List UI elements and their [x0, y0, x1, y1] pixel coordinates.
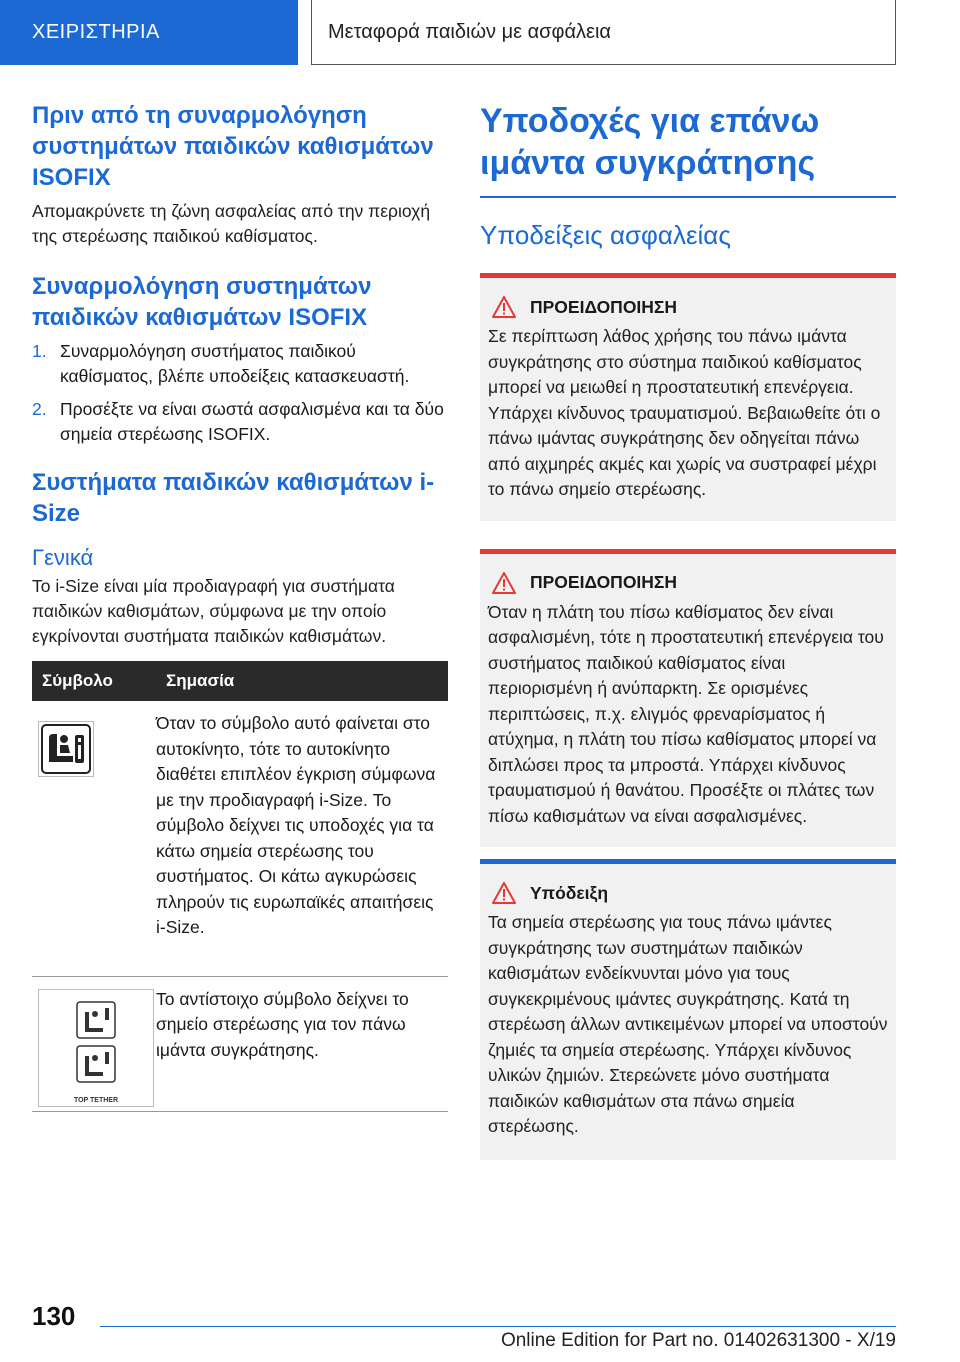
note-box [480, 859, 896, 1160]
safety-heading: Υποδείξεις ασφαλείας [480, 220, 731, 250]
section-label: ΧΕΙΡΙΣΤΗΡΙΑ [32, 21, 160, 43]
warning-label: ΠΡΟΕΙΔΟΠΟΙΗΣΗ [530, 296, 678, 317]
warning-triangle-icon [492, 572, 516, 594]
warning-triangle-icon [492, 296, 516, 318]
warning-title [488, 296, 888, 318]
page-number: 130 [32, 1301, 76, 1331]
note-title [488, 882, 888, 904]
warning-label: ΠΡΟΕΙΔΟΠΟΙΗΣΗ [530, 572, 678, 592]
row-meaning: Το αντίστοιχο σύμβολο δείχνει το σημείο στερέωσης για τον πάνω ιμάντα συγκράτησης. [156, 976, 448, 1111]
footer-rule [100, 1326, 896, 1327]
step-text: Προσέξτε να είναι σωστά ασφαλισμένα και τα δύο σημεία στερέωσης ISOFIX. [60, 399, 444, 444]
step-number: 2. [32, 399, 47, 419]
col-meaning: Σημασία [166, 671, 235, 690]
before-assembly-heading: Πριν από τη συναρμολόγηση συστημάτων παιδικών καθισμάτων ISOFIX [32, 102, 434, 191]
table-header [32, 661, 448, 701]
warning-box [480, 273, 896, 521]
section-tab[interactable] [0, 0, 298, 65]
assembly-heading: Συναρμολόγηση συστημάτων παιδικών καθισμάτων ISOFIX [32, 273, 372, 331]
chapter-label: Μεταφορά παιδιών με ασφάλεια [328, 20, 611, 43]
table-row [32, 701, 448, 976]
step-text: Συναρμολόγηση συστήματος παιδικού καθίσματος, βλέπε υποδείξεις κατασκευαστή. [60, 341, 410, 386]
step-item [32, 339, 448, 389]
warning-text: Όταν η πλάτη του πίσω καθίσματος δεν είναι ασφαλισμένη, τότε η προστατευτική επενέργεια του συστήματος παιδικού καθίσματος είναι περιορισμένη ή ανύπαρκτη. Σε ορισμένες περιπτώσεις, π.χ. ελιγμός φρεναρίσματος ή ατύχημα, η πλάτη του πίσω καθίσματος μπορεί να διπλώσει προς τα μπροστά. Υπάρχει κίνδυνος τραυματισμού ή θανάτου. Προσέξτε οι πλάτες των πίσω καθισμάτων να είναι ασφαλισμένες. [488, 601, 884, 826]
top-tether-label: TOP TETHER [73, 1096, 119, 1104]
isize-heading: Συστήματα παιδικών καθισμάτων i-Size [32, 469, 435, 527]
footer-edition: Online Edition for Part no. 01402631300 - X/19 [500, 1330, 896, 1351]
step-item [32, 397, 448, 447]
warning-text: Σε περίπτωση λάθος χρήσης του πάνω ιμάντα συγκράτησης στο σύστημα παιδικού καθίσματος μπορεί να μειωθεί η προστατευτική επενέργεια. Υπάρχει κίνδυνος τραυματισμού. Βεβαιωθείτε ότι ο πάνω ιμάντας συγκράτησης δεν οδηγείται πάνω από αιχμηρές ακμές και χωρίς να συστραφεί μέχρι το πάνω σημείο στερέωσης. [488, 326, 881, 499]
col-symbol: Σύμβολο [42, 671, 113, 690]
tether-heading: Υποδοχές για επάνω ιμάντα συγκράτησης [480, 102, 820, 182]
child-seat-isize-icon [38, 721, 94, 777]
warning-title [488, 572, 888, 594]
before-assembly-text: Απομακρύνετε τη ζώνη ασφαλείας από την περιοχή της στερέωσης παιδικού καθίσματος. [32, 201, 431, 246]
left-column [32, 100, 448, 1112]
general-text: Το i-Size είναι μία προδιαγραφή για συστήματα παιδικών καθισμάτων, σύμφωνα με την οποίο εγκρίνονται συστήματα παιδικών καθισμάτων. [32, 576, 395, 646]
top-tether-icon [38, 989, 154, 1107]
right-column [480, 100, 896, 1160]
row-meaning: Όταν το σύμβολο αυτό φαίνεται στο αυτοκίνητο, τότε το αυτοκίνητο διαθέτει επιπλέον έγκριση σύμφωνα με την προδιαγραφή i-Size. Το σύμβολο δείχνει τις υποδοχές για τα κάτω σημεία στερέωσης του συστήματος. Οι κάτω αγκυρώσεις πληρούν τις ευρωπαϊκές απαιτήσεις i-Size. [156, 701, 448, 976]
table-row [32, 976, 448, 1111]
chapter-header [311, 0, 896, 65]
warning-box [480, 549, 896, 848]
general-heading: Γενικά [32, 545, 94, 570]
symbol-table [32, 661, 448, 1112]
assembly-steps [32, 339, 448, 447]
note-label: Υπόδειξη [530, 882, 609, 903]
heading-rule [480, 196, 896, 198]
step-number: 1. [32, 341, 47, 361]
caution-triangle-icon [492, 882, 516, 904]
note-text: Τα σημεία στερέωσης για τους πάνω ιμάντες συγκράτησης των συστημάτων παιδικών καθισμάτων ενδείκνυνται μόνο για τους συγκεκριμένους ιμάντες συγκράτησης. Κατά τη στερέωση άλλων αντικειμένων μπορεί να υποστούν ζημιές τα σημεία στερέωσης. Υπάρχει κίνδυνος υλικών ζημιών. Στερεώνετε μόνο συστήματα παιδικών καθισμάτων στα πάνω σημεία στερέωσης. [488, 912, 888, 1136]
